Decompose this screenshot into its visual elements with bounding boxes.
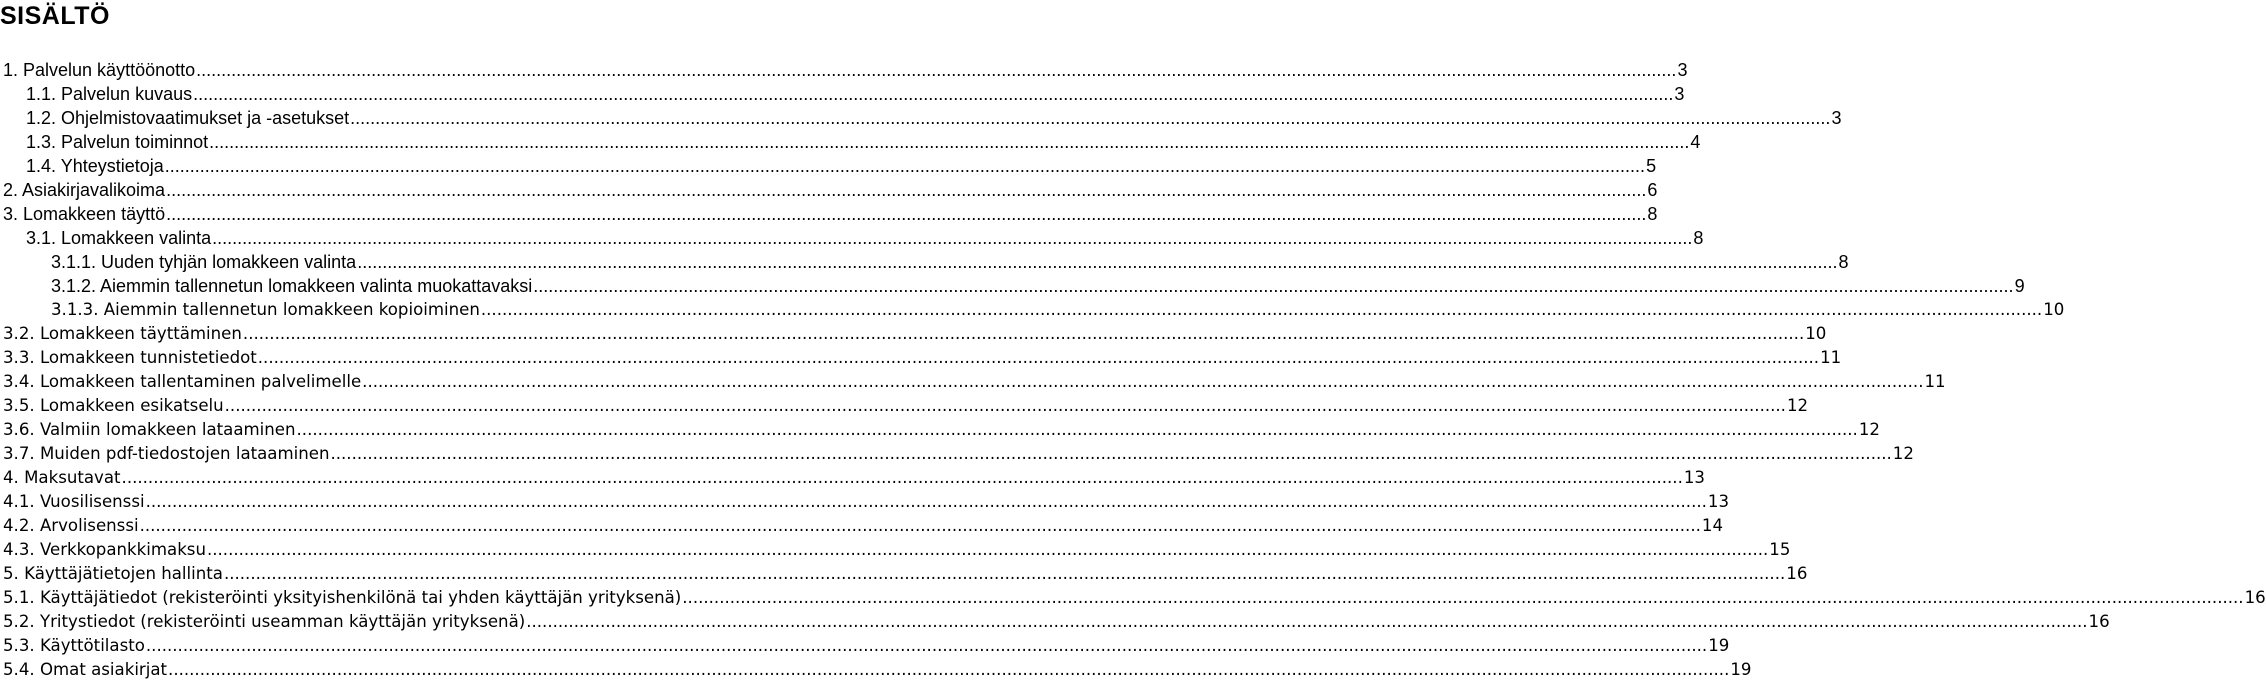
toc-entry-text: 3.1.1. Uuden tyhjän lomakkeen valinta <box>51 252 357 272</box>
toc-entry-text: 4.1. Vuosilisenssi <box>3 492 145 511</box>
toc-dot-leader <box>146 490 1707 514</box>
toc-entry[interactable] <box>0 298 2065 322</box>
toc-page-number: 15 <box>1769 540 1791 559</box>
toc-page-number: 3 <box>1831 108 1842 128</box>
toc-entry[interactable] <box>0 418 1880 442</box>
toc-entry[interactable] <box>0 514 1724 538</box>
toc-entry-text: 3.2. Lomakkeen täyttäminen <box>3 324 242 343</box>
toc-entry[interactable] <box>0 562 1808 586</box>
toc-page-number: 19 <box>1708 636 1730 655</box>
toc-entry-text: 1.1. Palvelun kuvaus <box>26 84 193 104</box>
toc-dot-leader <box>682 586 2243 610</box>
toc-entry[interactable] <box>0 130 1701 154</box>
toc-page-number: 16 <box>1786 564 1808 583</box>
toc-entry-text: 5.3. Käyttötilasto <box>3 636 145 655</box>
toc-entry-text: 3.3. Lomakkeen tunnistetiedot <box>3 348 257 367</box>
toc-entry[interactable] <box>0 250 1849 274</box>
toc-dot-leader <box>330 442 1891 466</box>
toc-page-number: 16 <box>2244 588 2266 607</box>
toc-title: SISÄLTÖ <box>0 2 110 30</box>
toc-dot-leader <box>225 394 1786 418</box>
toc-page-number: 3 <box>1674 84 1685 104</box>
toc-entry[interactable] <box>0 466 1705 490</box>
toc-entry[interactable] <box>0 346 1842 370</box>
toc-entry[interactable] <box>0 658 1752 682</box>
toc-entry-text: 3.7. Muiden pdf-tiedostojen lataaminen <box>3 444 330 463</box>
toc-entry-text: 1.2. Ohjelmistovaatimukset ja -asetukset <box>26 108 350 128</box>
toc-dot-leader <box>297 418 1858 442</box>
toc-entry-text: 5.1. Käyttäjätiedot (rekisteröinti yksityishenkilönä tai yhden käyttäjän yrityksenä) <box>3 588 682 607</box>
toc-dot-leader <box>526 610 2087 634</box>
toc-page-number: 10 <box>1805 324 1827 343</box>
toc-dot-leader <box>224 562 1785 586</box>
toc-entry[interactable] <box>0 58 1688 82</box>
toc-entry[interactable] <box>0 274 2025 298</box>
toc-entry-text: 2. Asiakirjavalikoima <box>3 180 166 200</box>
toc-entry[interactable] <box>0 634 1730 658</box>
toc-entry-text: 1.4. Yhteystietoja <box>26 156 164 176</box>
toc-entry-text: 4.3. Verkkopankkimaksu <box>3 540 206 559</box>
toc-dot-leader <box>193 82 1673 106</box>
table-of-contents <box>0 58 2266 682</box>
toc-page-number: 14 <box>1701 516 1724 535</box>
toc-page-number: 12 <box>1892 444 1914 463</box>
toc-dot-leader <box>209 130 1689 154</box>
toc-dot-leader <box>212 226 1692 250</box>
toc-page-number: 13 <box>1683 468 1705 487</box>
toc-page-number: 11 <box>1820 348 1842 367</box>
toc-entry-text: 3. Lomakkeen täyttö <box>3 204 166 224</box>
toc-page-number: 6 <box>1647 180 1658 200</box>
toc-entry[interactable] <box>0 322 1827 346</box>
toc-page-number: 16 <box>2088 612 2110 631</box>
toc-page-number: 13 <box>1707 492 1730 511</box>
toc-entry[interactable] <box>0 394 1809 418</box>
toc-dot-leader <box>146 634 1707 658</box>
toc-page-number: 4 <box>1690 132 1701 152</box>
toc-page-number: 5 <box>1646 156 1657 176</box>
toc-entry[interactable] <box>0 370 1946 394</box>
toc-dot-leader <box>165 154 1645 178</box>
toc-dot-leader <box>243 322 1804 346</box>
toc-entry-text: 3.1. Lomakkeen valinta <box>26 228 212 248</box>
toc-page-number: 8 <box>1647 204 1658 224</box>
toc-page-number: 3 <box>1677 60 1688 80</box>
toc-page-number: 8 <box>1693 228 1704 248</box>
toc-entry-text: 5.2. Yritystiedot (rekisteröinti useamman käyttäjän yrityksenä) <box>3 612 526 631</box>
toc-entry[interactable] <box>0 610 2110 634</box>
toc-page-number: 11 <box>1924 372 1946 391</box>
toc-entry[interactable] <box>0 442 1914 466</box>
toc-entry-text: 3.4. Lomakkeen tallentaminen palvelimelle <box>3 372 362 391</box>
toc-dot-leader <box>166 202 1646 226</box>
toc-entry[interactable] <box>0 490 1730 514</box>
toc-entry[interactable] <box>0 178 1658 202</box>
toc-entry[interactable] <box>0 226 1704 250</box>
toc-entry[interactable] <box>0 82 1685 106</box>
toc-entry[interactable] <box>0 154 1657 178</box>
toc-dot-leader <box>357 250 1837 274</box>
toc-dot-leader <box>168 658 1729 682</box>
toc-entry-text: 3.1.2. Aiemmin tallennetun lomakkeen valinta muokattavaksi <box>51 276 533 296</box>
toc-dot-leader <box>362 370 1923 394</box>
toc-entry-text: 3.5. Lomakkeen esikatselu <box>3 396 224 415</box>
toc-entry-text: 5.4. Omat asiakirjat <box>3 660 168 679</box>
toc-entry-text: 3.1.3. Aiemmin tallennetun lomakkeen kopioiminen <box>51 300 480 319</box>
toc-dot-leader <box>166 178 1646 202</box>
toc-dot-leader <box>140 514 1701 538</box>
toc-page-number: 8 <box>1838 252 1849 272</box>
toc-page-number: 9 <box>2014 276 2025 296</box>
toc-entry-text: 4. Maksutavat <box>3 468 121 487</box>
toc-page-number: 19 <box>1730 660 1752 679</box>
toc-entry[interactable] <box>0 106 1842 130</box>
toc-page-number: 10 <box>2043 300 2065 319</box>
toc-dot-leader <box>207 538 1768 562</box>
toc-entry[interactable] <box>0 202 1658 226</box>
toc-dot-leader <box>350 106 1830 130</box>
toc-entry-text: 1.3. Palvelun toiminnot <box>26 132 209 152</box>
toc-dot-leader <box>258 346 1819 370</box>
toc-entry-text: 3.6. Valmiin lomakkeen lataaminen <box>3 420 296 439</box>
toc-dot-leader <box>481 298 2042 322</box>
toc-entry-text: 5. Käyttäjätietojen hallinta <box>3 564 223 583</box>
toc-entry-text: 1. Palvelun käyttöönotto <box>3 60 196 80</box>
toc-dot-leader <box>122 466 1683 490</box>
toc-entry[interactable] <box>0 586 2266 610</box>
toc-dot-leader <box>196 58 1676 82</box>
toc-dot-leader <box>533 274 2013 298</box>
toc-page-number: 12 <box>1786 396 1809 415</box>
toc-entry[interactable] <box>0 538 1791 562</box>
toc-entry-text: 4.2. Arvolisenssi <box>3 516 139 535</box>
toc-page-number: 12 <box>1858 420 1880 439</box>
